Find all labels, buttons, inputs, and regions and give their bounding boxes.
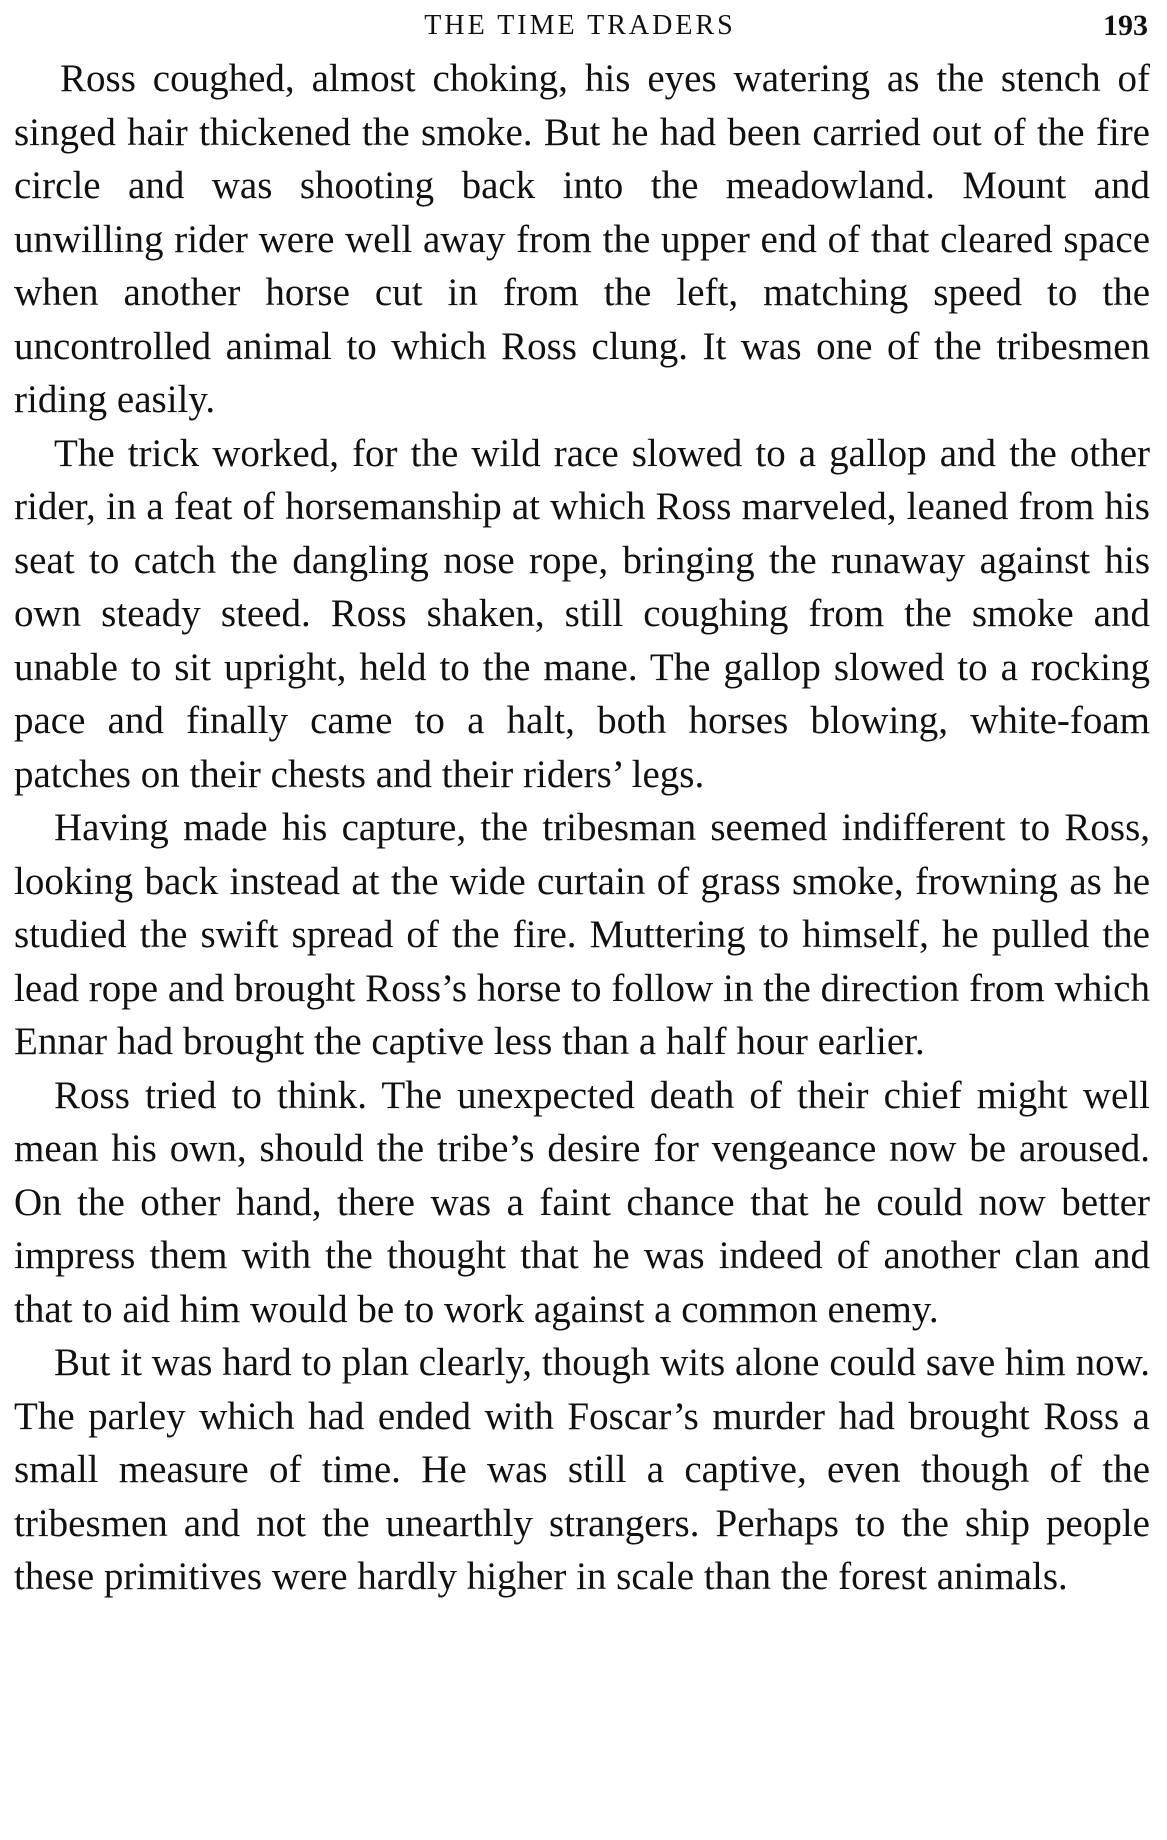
- page-number: 193: [1103, 9, 1148, 42]
- running-head-title: THE TIME TRADERS: [424, 10, 736, 41]
- paragraph: Having made his capture, the tribesman seemed indifferent to Ross, looking back instead at the wide curtain of grass smoke, frowning as he studied the swift spread of the fire. Muttering to himself, he pulled the lead rope and brought Ross’s horse to follow in the direction from which Ennar had brought the captive less than a half hour earlier.: [14, 806, 1150, 1063]
- paragraph: The trick worked, for the wild race slowed to a gallop and the other rider, in a feat of horsemanship at which Ross marveled, leaned from his seat to catch the dangling nose rope, bringing the runaway against his own steady steed. Ross shaken, still coughing from the smoke and unable to sit upright, held to the mane. The gallop slowed to a rocking pace and finally came to a halt, both horses blowing, white-foam patches on their chests and their riders’ legs.: [14, 431, 1150, 796]
- paragraph: Ross tried to think. The unexpected death of their chief might well mean his own, should the tribe’s desire for vengeance now be aroused. On the other hand, there was a faint chance that he could now better impress them with the thought that he was indeed of another clan and that to aid him would be to work against a common enemy.: [14, 1073, 1150, 1331]
- running-head: [12, 6, 1148, 46]
- paragraph: But it was hard to plan clearly, though wits alone could save him now. The parley which had ended with Foscar’s murder had brought Ross a small measure of time. He was still a captive, even though of the tribesmen and not the unearthly strangers. Perhaps to the ship people these primitives were hardly higher in scale than the forest animals.: [14, 1341, 1150, 1598]
- paragraph: Ross coughed, almost choking, his eyes watering as the stench of singed hair thickened the smoke. But he had been carried out of the fire circle and was shooting back into the meadowland. Mount and unwilling rider were well away from the upper end of that cleared space when another horse cut in from the left, matching speed to the uncontrolled animal to which Ross clung. It was one of the tribesmen riding easily.: [14, 57, 1150, 421]
- body-text: [14, 52, 1150, 1604]
